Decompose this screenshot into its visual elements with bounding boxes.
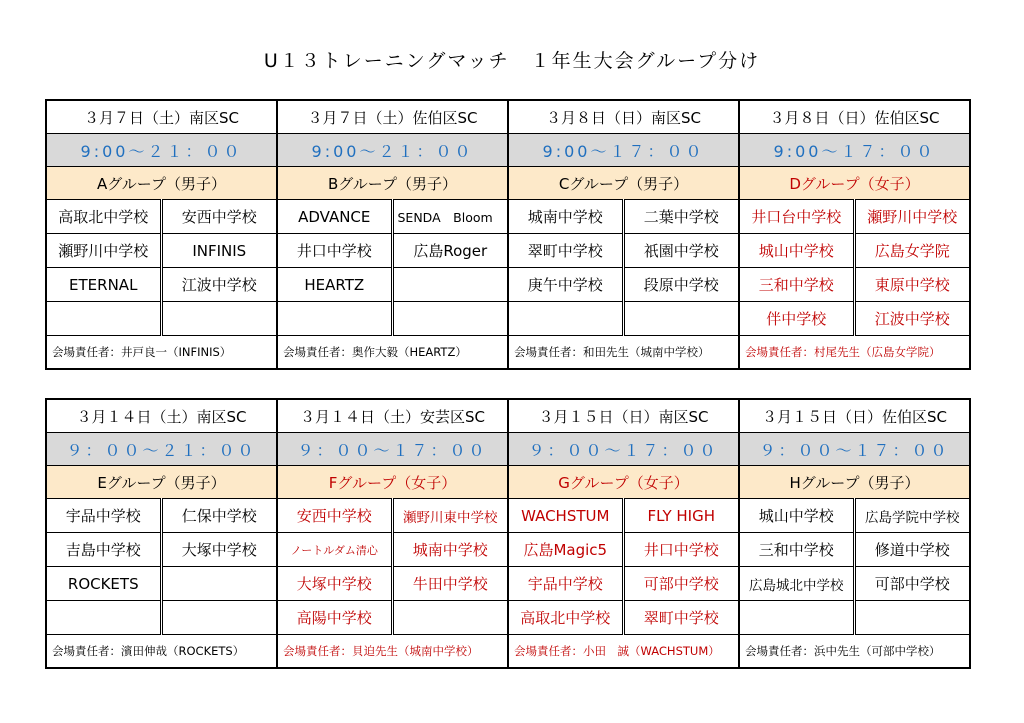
team-cell xyxy=(854,601,970,635)
team-cell: 祇園中学校 xyxy=(623,234,739,268)
team-cell: 大塚中学校 xyxy=(161,533,277,567)
team-cell: 伴中学校 xyxy=(739,302,854,336)
team-cell: 江波中学校 xyxy=(854,302,970,336)
team-cell xyxy=(508,302,623,336)
team-cell: 可部中学校 xyxy=(854,567,970,601)
team-cell: FLY HIGH xyxy=(623,499,739,533)
team-row xyxy=(46,601,970,635)
team-cell xyxy=(392,268,508,302)
team-cell: 仁保中学校 xyxy=(161,499,277,533)
venue-manager: 会場責任者：貝迫先生（城南中学校） xyxy=(277,635,508,669)
venue-time: ９：００～２１：００ xyxy=(46,433,277,466)
venue-date: ３月１５日（日）佐伯区SC xyxy=(739,399,970,433)
team-cell: WACHSTUM xyxy=(508,499,623,533)
venue-time: 9:00～２１：００ xyxy=(277,134,508,167)
venue-manager: 会場責任者：小田 誠（WACHSTUM） xyxy=(508,635,739,669)
team-cell: 広島城北中学校 xyxy=(739,567,854,601)
page-title: U１３トレーニングマッチ １年生大会グループ分け xyxy=(263,50,761,72)
team-cell: 修道中学校 xyxy=(854,533,970,567)
team-cell xyxy=(277,302,392,336)
group-label: Cグループ（男子） xyxy=(508,167,739,200)
team-row xyxy=(46,533,970,567)
team-cell: 安西中学校 xyxy=(161,200,277,234)
team-cell: 瀬野川中学校 xyxy=(854,200,970,234)
venue-date: ３月７日（土）佐伯区SC xyxy=(277,100,508,134)
venue-date: ３月７日（土）南区SC xyxy=(46,100,277,134)
group-label: Gグループ（女子） xyxy=(508,466,739,499)
team-cell: 東原中学校 xyxy=(854,268,970,302)
team-cell: 瀬野川中学校 xyxy=(46,234,161,268)
team-cell: ADVANCE xyxy=(277,200,392,234)
team-cell: 翠町中学校 xyxy=(623,601,739,635)
team-cell: 吉島中学校 xyxy=(46,533,161,567)
venue-manager: 会場責任者：井戸良一（INFINIS） xyxy=(46,336,277,370)
group-label: Aグループ（男子） xyxy=(46,167,277,200)
manager-row xyxy=(46,336,970,370)
venue-manager: 会場責任者：和田先生（城南中学校） xyxy=(508,336,739,370)
team-row xyxy=(46,200,970,234)
team-cell: 井口中学校 xyxy=(277,234,392,268)
team-cell: 城山中学校 xyxy=(739,499,854,533)
team-cell: 段原中学校 xyxy=(623,268,739,302)
group-label: Hグループ（男子） xyxy=(739,466,970,499)
team-cell: 牛田中学校 xyxy=(392,567,508,601)
group-label: Dグループ（女子） xyxy=(739,167,970,200)
team-row xyxy=(46,268,970,302)
team-cell: 広島Roger xyxy=(392,234,508,268)
time-row xyxy=(46,433,970,466)
team-cell: HEARTZ xyxy=(277,268,392,302)
group-label: Eグループ（男子） xyxy=(46,466,277,499)
team-cell xyxy=(161,567,277,601)
team-cell: 高取北中学校 xyxy=(46,200,161,234)
team-cell: INFINIS xyxy=(161,234,277,268)
venue-time: ９：００～１７：００ xyxy=(277,433,508,466)
team-cell: 広島Magic5 xyxy=(508,533,623,567)
team-cell: 城山中学校 xyxy=(739,234,854,268)
date-row xyxy=(46,399,970,433)
team-cell xyxy=(392,601,508,635)
venue-manager: 会場責任者：浜中先生（可部中学校） xyxy=(739,635,970,669)
team-cell: 井口台中学校 xyxy=(739,200,854,234)
schedule-table-week1 xyxy=(45,99,971,370)
venue-time: ９：００～１７：００ xyxy=(739,433,970,466)
venue-date: ３月８日（日）佐伯区SC xyxy=(739,100,970,134)
venue-manager: 会場責任者：奥作大毅（HEARTZ） xyxy=(277,336,508,370)
team-cell: 広島学院中学校 xyxy=(854,499,970,533)
venue-date: ３月８日（日）南区SC xyxy=(508,100,739,134)
team-cell: 庚午中学校 xyxy=(508,268,623,302)
team-cell: 大塚中学校 xyxy=(277,567,392,601)
team-cell: 三和中学校 xyxy=(739,533,854,567)
team-cell: 江波中学校 xyxy=(161,268,277,302)
team-cell: 安西中学校 xyxy=(277,499,392,533)
venue-date: ３月１４日（土）安芸区SC xyxy=(277,399,508,433)
team-cell: ROCKETS xyxy=(46,567,161,601)
team-row xyxy=(46,302,970,336)
date-row xyxy=(46,100,970,134)
team-row xyxy=(46,499,970,533)
venue-time: ９：００～１７：００ xyxy=(508,433,739,466)
team-cell xyxy=(46,302,161,336)
team-cell xyxy=(739,601,854,635)
venue-manager: 会場責任者：村尾先生（広島女学院） xyxy=(739,336,970,370)
team-cell: 高陽中学校 xyxy=(277,601,392,635)
team-row xyxy=(46,234,970,268)
group-label: Bグループ（男子） xyxy=(277,167,508,200)
team-cell: 宇品中学校 xyxy=(46,499,161,533)
team-cell xyxy=(392,302,508,336)
venue-manager: 会場責任者：濱田伸哉（ROCKETS） xyxy=(46,635,277,669)
team-cell: 瀬野川東中学校 xyxy=(392,499,508,533)
team-cell xyxy=(161,601,277,635)
venue-time: 9:00～２１：００ xyxy=(46,134,277,167)
group-label: Fグループ（女子） xyxy=(277,466,508,499)
team-cell: 城南中学校 xyxy=(392,533,508,567)
manager-row xyxy=(46,635,970,669)
team-cell: 可部中学校 xyxy=(623,567,739,601)
team-cell: 翠町中学校 xyxy=(508,234,623,268)
venue-time: 9:00～１７：００ xyxy=(508,134,739,167)
team-cell: 高取北中学校 xyxy=(508,601,623,635)
team-cell: ノートルダム清心 xyxy=(277,533,392,567)
team-row xyxy=(46,567,970,601)
group-row xyxy=(46,167,970,200)
schedule-table-week2 xyxy=(45,398,971,669)
team-cell: 宇品中学校 xyxy=(508,567,623,601)
team-cell: 井口中学校 xyxy=(623,533,739,567)
time-row xyxy=(46,134,970,167)
venue-date: ３月１５日（日）南区SC xyxy=(508,399,739,433)
team-cell xyxy=(161,302,277,336)
venue-date: ３月１４日（土）南区SC xyxy=(46,399,277,433)
team-cell: SENDA Bloom xyxy=(392,200,508,234)
team-cell: ETERNAL xyxy=(46,268,161,302)
team-cell: 広島女学院 xyxy=(854,234,970,268)
venue-time: 9:00～１７：００ xyxy=(739,134,970,167)
team-cell: 城南中学校 xyxy=(508,200,623,234)
group-row xyxy=(46,466,970,499)
team-cell: 三和中学校 xyxy=(739,268,854,302)
team-cell xyxy=(46,601,161,635)
team-cell xyxy=(623,302,739,336)
team-cell: 二葉中学校 xyxy=(623,200,739,234)
